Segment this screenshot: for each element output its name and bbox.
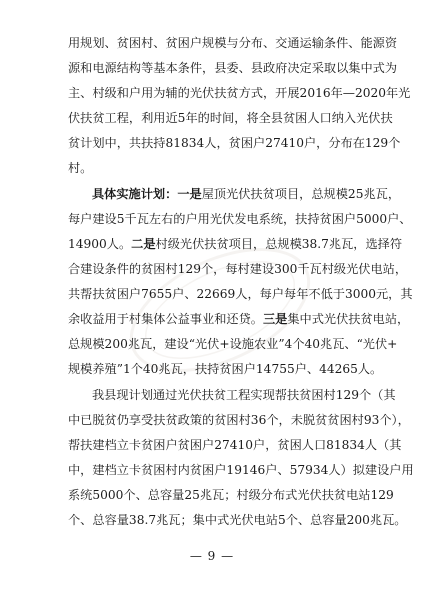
text-line: 系统5000个、总容量25兆瓦；村级分布式光伏扶贫电站129 (68, 488, 394, 502)
text-line: 我县现计划通过光伏扶贫工程实现帮扶贫困村129个（其 (92, 388, 396, 402)
section-lead-line: 具体实施计划：一是屋顶光伏扶贫项目，总规模25兆瓦， (92, 187, 401, 201)
text-line: 伏扶贫工程，利用近5年的时间，将全县贫困人口纳入光伏扶 (68, 111, 393, 125)
text-line: 中已脱贫仍享受扶贫政策的贫困村36个，未脱贫贫困村93个）， (68, 413, 410, 427)
text-line: 规模养殖”1个40兆瓦，扶持贫困户14755户、44265人。 (68, 362, 383, 376)
text-line: 贫计划中，共扶持81834人，贫困户27410户，分布在129个 (68, 136, 401, 150)
text-line: 14900人。二是村级光伏扶贫项目，总规模38.7兆瓦，选择符 (68, 237, 403, 251)
text-line: 中，建档立卡贫困村内贫困户19146户、57934人）拟建设户用 (68, 463, 414, 477)
text-line: 用规划、贫困村、贫困户规模与分布、交通运输条件、能源资 (68, 36, 398, 50)
text-line: 主、村级和户用为辅的光伏扶贫方式，开展2016年—2020年光 (68, 86, 411, 100)
text-line: 每户建设5千瓦左右的户用光伏发电系统，扶持贫困户5000户、 (68, 212, 412, 226)
text-line: 帮扶建档立卡贫困户贫困户27410户，贫困人口81834人（其 (68, 438, 402, 452)
bold-phrase: 具体实施计划： (92, 187, 178, 201)
page-number: — 9 — (189, 549, 235, 563)
bold-phrase: 一是 (177, 187, 202, 201)
bold-phrase: 二是 (131, 237, 156, 251)
text-line: 总规模200兆瓦，建设“光伏+设施农业”4个40兆瓦、“光伏+ (68, 337, 398, 351)
text-line: 村。 (68, 161, 93, 175)
text-line: 共帮扶贫困户7655户、22669人，每户每年不低于3000元，其 (68, 287, 413, 301)
text-line: 源和电源结构等基本条件，县委、县政府决定采取以集中式为 (68, 61, 398, 75)
text-line: 合建设条件的贫困村129个，每村建设300千瓦村级光伏电站， (68, 262, 408, 276)
text-line: 余收益用于村集体公益事业和还贷。三是集中式光伏扶贫电站， (68, 312, 410, 326)
text-line: 个、总容量38.7兆瓦；集中式光伏电站5个、总容量200兆瓦。 (68, 513, 407, 527)
bold-phrase: 三是 (263, 312, 288, 326)
